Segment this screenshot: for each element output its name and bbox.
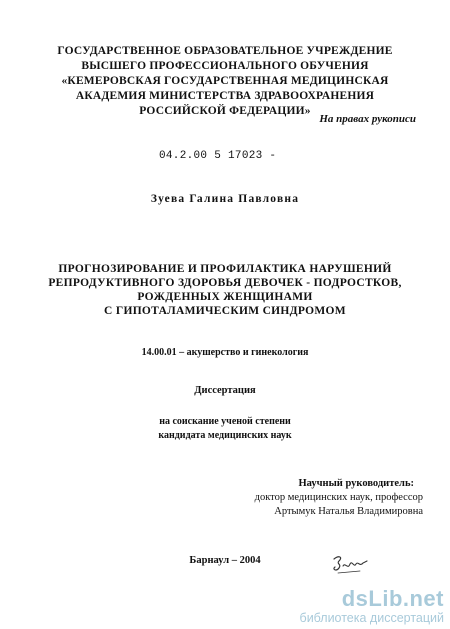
title-line: РОЖДЕННЫХ ЖЕНЩИНАМИ	[137, 291, 313, 303]
institution-line: ГОСУДАРСТВЕННОЕ ОБРАЗОВАТЕЛЬНОЕ УЧРЕЖДЕНИЕ	[57, 45, 393, 57]
supervisor-title: доктор медицинских наук, профессор	[254, 492, 423, 503]
title-line: ПРОГНОЗИРОВАНИЕ И ПРОФИЛАКТИКА НАРУШЕНИЙ	[58, 263, 392, 275]
title-line: С ГИПОТАЛАМИЧЕСКИМ СИНДРОМОМ	[104, 305, 346, 317]
library-identifier: 04.2.00 5 17023 -	[159, 150, 277, 162]
watermark-subtitle: библиотека диссертаций	[299, 611, 444, 625]
author-name: Зуева Галина Павловна	[150, 193, 300, 205]
institution-header	[0, 44, 450, 119]
supervisor-label: Научный руководитель:	[298, 478, 414, 489]
specialty: 14.00.01 – акушерство и гинекология	[141, 347, 309, 358]
watermark-logo: dsLib.net	[341, 586, 444, 611]
city-year: Барнаул – 2004	[189, 555, 261, 566]
supervisor-block	[193, 477, 423, 519]
institution-line: РОССИЙСКОЙ ФЕДЕРАЦИИ»	[139, 105, 311, 117]
degree-line: на соискание ученой степени	[159, 416, 291, 427]
title-line: РЕПРОДУКТИВНОГО ЗДОРОВЬЯ ДЕВОЧЕК - ПОДРОСТКОВ,	[48, 277, 402, 289]
dissertation-title	[0, 262, 450, 318]
degree-line: кандидата медицинских наук	[158, 430, 292, 441]
degree-statement	[0, 415, 450, 443]
institution-line: АКАДЕМИЯ МИНИСТЕРСТВА ЗДРАВООХРАНЕНИЯ	[75, 90, 375, 102]
handwritten-signature	[330, 552, 370, 576]
institution-line: ВЫСШЕГО ПРОФЕССИОНАЛЬНОГО ОБУЧЕНИЯ	[81, 60, 369, 72]
site-watermark	[300, 587, 444, 625]
document-type: Диссертация	[194, 385, 256, 396]
institution-line: «КЕМЕРОВСКАЯ ГОСУДАРСТВЕННАЯ МЕДИЦИНСКАЯ	[61, 75, 389, 87]
supervisor-name: Артымук Наталья Владимировна	[274, 506, 423, 517]
rights-note: На правах рукописи	[319, 113, 416, 125]
